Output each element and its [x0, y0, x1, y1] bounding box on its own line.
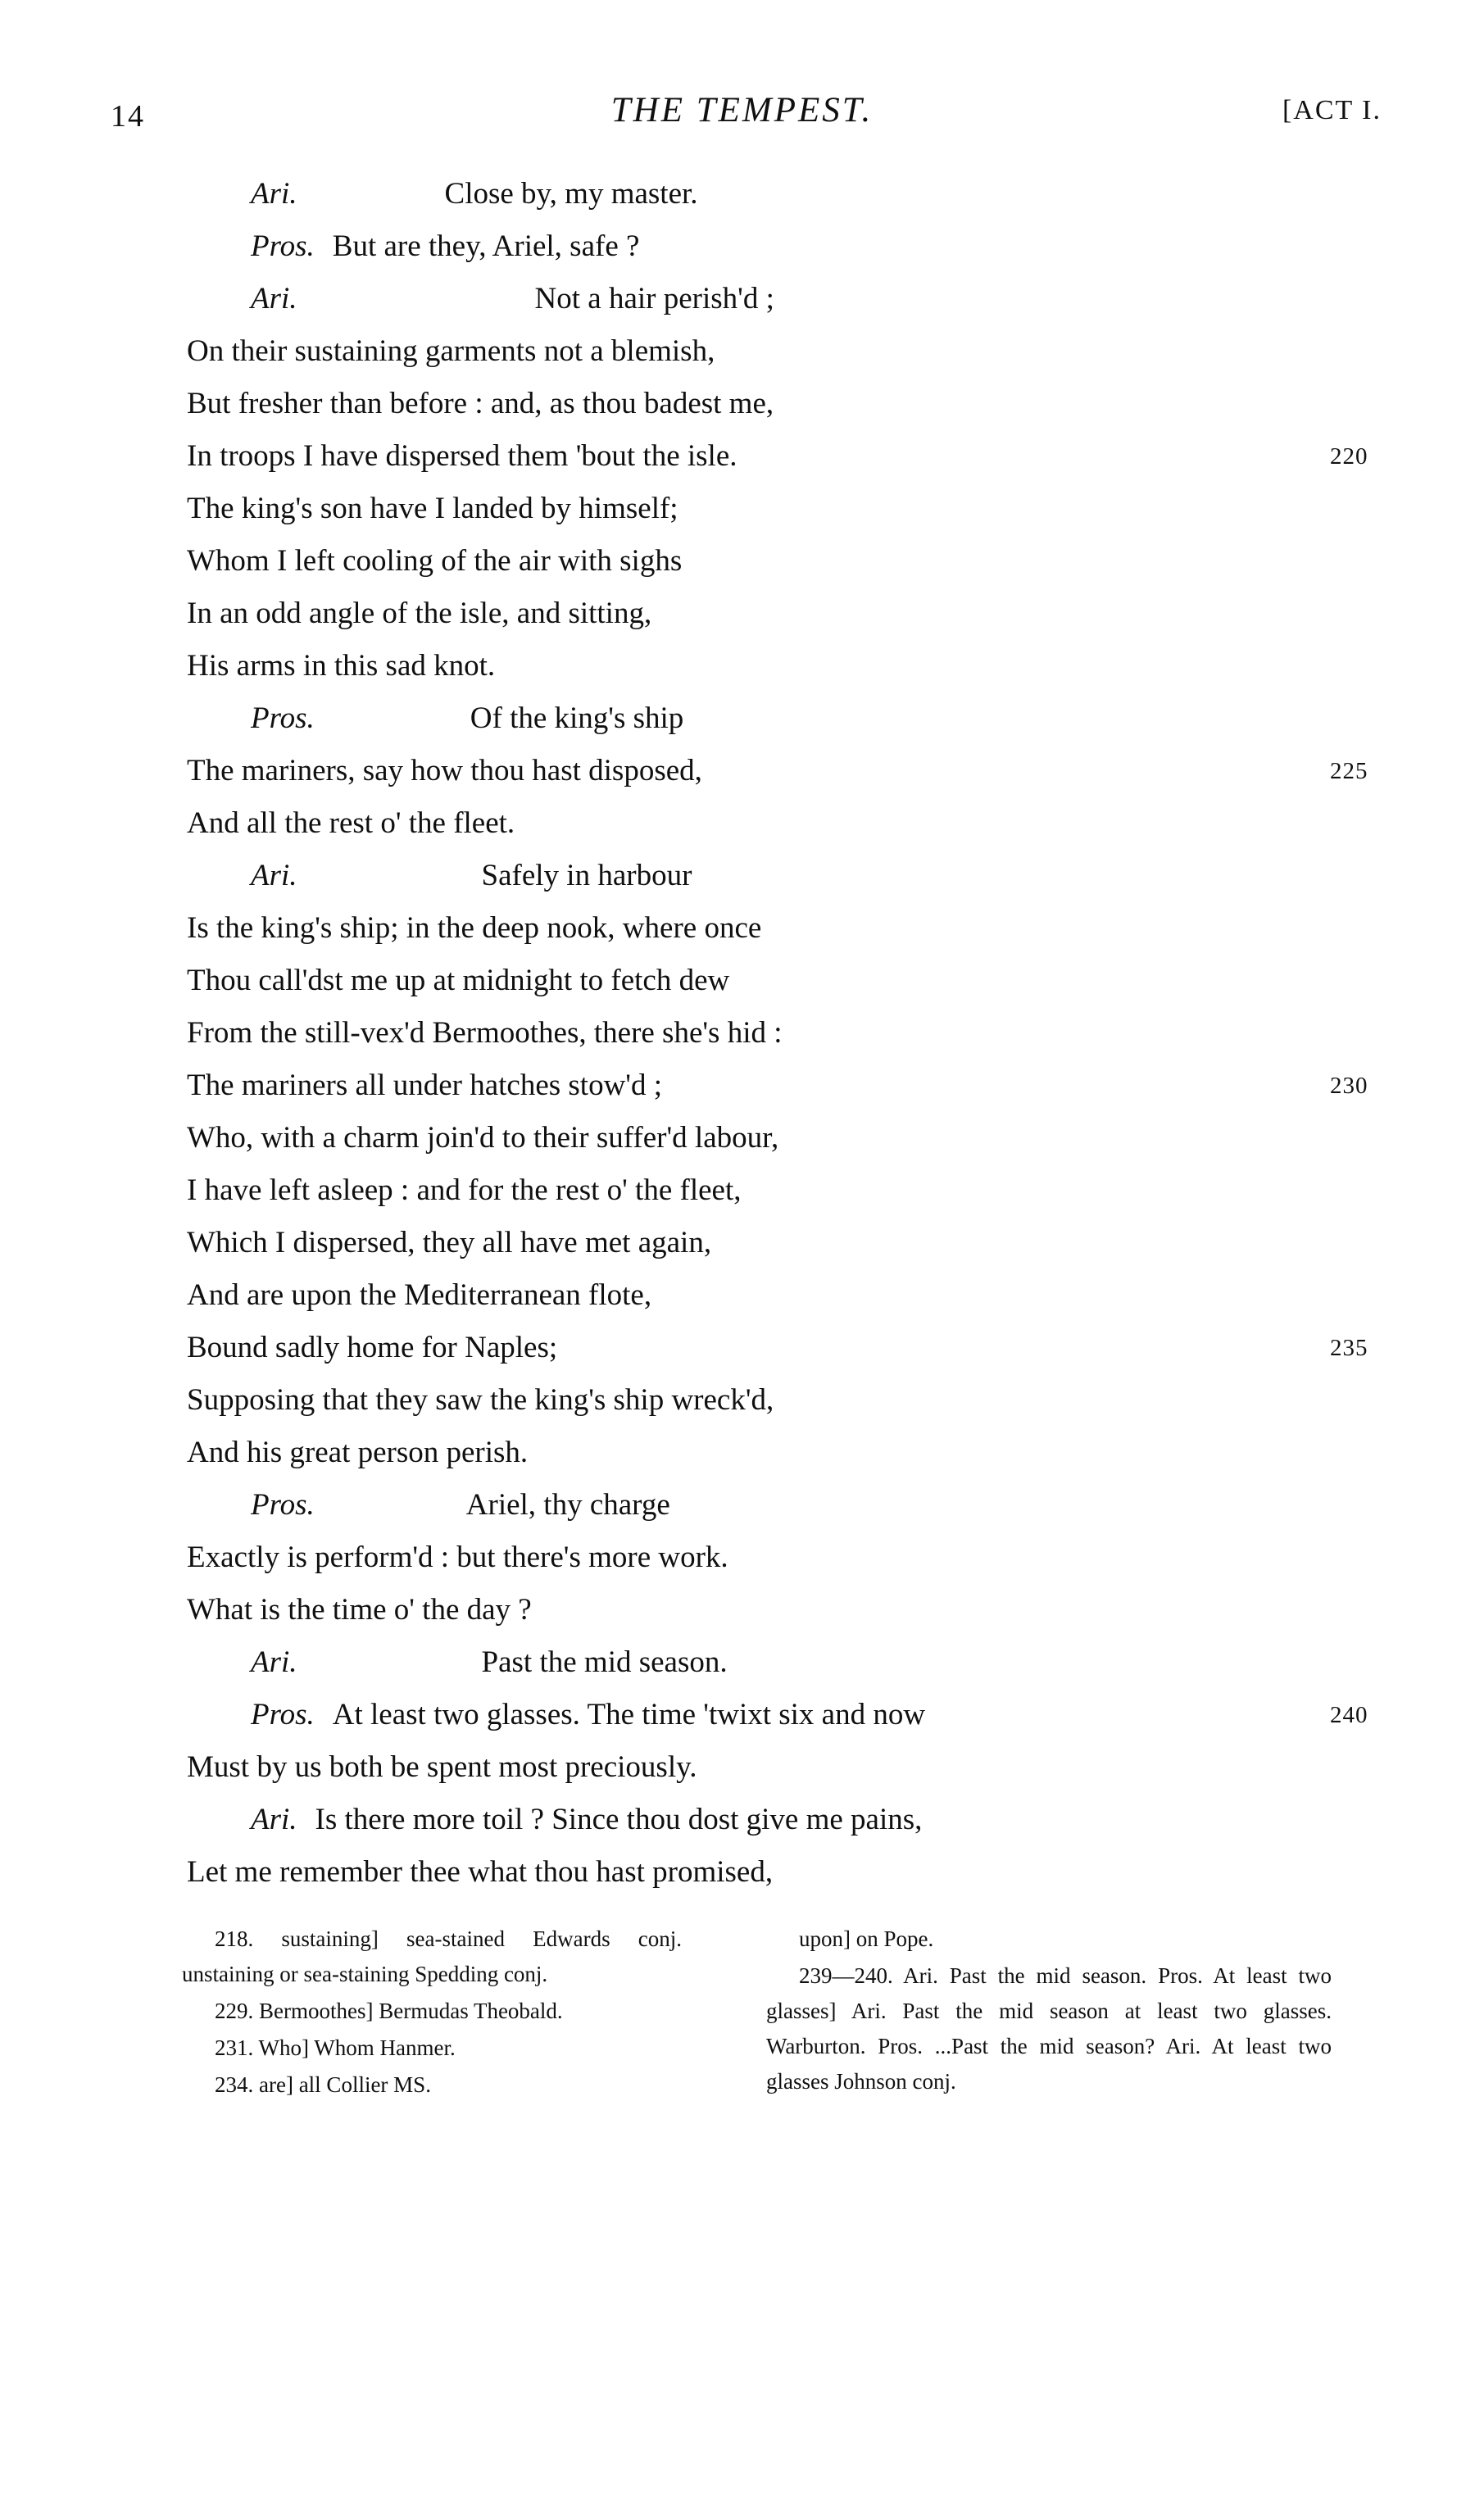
verse-line: [187, 1269, 1350, 1322]
line-number: 230: [1330, 1073, 1368, 1099]
textual-note: 239—240. Ari. Past the mid season. Pros. At least two glasses] Ari. Past the mid season at least two glasses. Warburton. Pros. ...Past the mid season? Ari. At least two glasses Johnson conj.: [766, 1963, 1332, 2094]
notes-column-right: [766, 1922, 1332, 2101]
verse-line-text: What is the time o' the day ?: [187, 1593, 532, 1627]
verse-line: [187, 692, 1350, 745]
speech-prefix: Ari.: [251, 859, 297, 892]
textual-note: 229. Bermoothes] Bermudas Theobald.: [215, 1999, 563, 2023]
speech-prefix: Ari.: [251, 282, 297, 315]
verse-line: [187, 535, 1350, 588]
verse-body: [187, 168, 1368, 1899]
verse-line: [187, 588, 1350, 640]
verse-line-text: Ariel, thy charge: [465, 1488, 670, 1522]
verse-line-text: His arms in this sad knot.: [187, 649, 496, 683]
speech-prefix: Pros.: [251, 229, 315, 263]
verse-line: [187, 850, 1350, 902]
verse-line: [187, 1794, 1350, 1846]
verse-line: [187, 902, 1350, 955]
verse-line: [187, 220, 1350, 273]
verse-line: [187, 1374, 1350, 1427]
verse-line-text: Of the king's ship: [470, 701, 684, 735]
verse-line: [187, 1689, 1368, 1741]
textual-note: 234. are] all Collier MS.: [215, 2072, 431, 2097]
verse-line: [187, 745, 1368, 797]
verse-line-text: The mariners, say how thou hast disposed,: [187, 754, 702, 787]
verse-line-text: In an odd angle of the isle, and sitting,: [187, 597, 652, 630]
verse-line: [187, 378, 1350, 430]
verse-line-text: Is the king's ship; in the deep nook, where once: [187, 911, 762, 945]
verse-line-text: The mariners all under hatches stow'd ;: [187, 1069, 662, 1102]
verse-line-text: Must by us both be spent most preciously.: [187, 1750, 697, 1784]
verse-line-text: And are upon the Mediterranean flote,: [187, 1278, 652, 1312]
verse-line: [187, 1322, 1368, 1374]
verse-line-text: And all the rest o' the fleet.: [187, 806, 515, 840]
speech-prefix: Ari.: [251, 1645, 297, 1679]
verse-line-text: Past the mid season.: [481, 1645, 728, 1679]
verse-line-text: But are they, Ariel, safe ?: [332, 229, 640, 263]
verse-line: [187, 1636, 1350, 1689]
verse-line: [187, 1479, 1350, 1532]
verse-line: [187, 1427, 1350, 1479]
textual-note: 231. Who] Whom Hanmer.: [215, 2035, 456, 2060]
line-number: 235: [1330, 1335, 1368, 1361]
verse-line: [187, 1112, 1350, 1164]
textual-note: 218. sustaining] sea-stained Edwards conj. unstaining or sea-staining Spedding conj.: [182, 1926, 682, 1986]
verse-line: [187, 325, 1350, 378]
speech-prefix: Ari.: [251, 1803, 297, 1836]
verse-line-text: But fresher than before : and, as thou badest me,: [187, 387, 774, 420]
verse-line-text: On their sustaining garments not a blemish,: [187, 334, 715, 368]
verse-line-text: Bound sadly home for Naples;: [187, 1331, 558, 1364]
act-marker: [ACT I.: [1282, 95, 1382, 125]
verse-line: [187, 797, 1350, 850]
speech-prefix: Ari.: [251, 177, 297, 211]
line-number: 225: [1330, 758, 1368, 784]
verse-line-text: I have left asleep : and for the rest o' the fleet,: [187, 1173, 742, 1207]
textual-note: upon] on Pope.: [799, 1926, 934, 1951]
verse-line-text: At least two glasses. The time 'twixt six and now: [332, 1698, 926, 1731]
verse-line: [187, 430, 1368, 483]
verse-line-text: Is there more toil ? Since thou dost give me pains,: [315, 1803, 923, 1836]
verse-line-text: Supposing that they saw the king's ship wreck'd,: [187, 1383, 774, 1417]
verse-line-text: Who, with a charm join'd to their suffer'd labour,: [187, 1121, 779, 1155]
verse-line-text: The king's son have I landed by himself;: [187, 492, 678, 525]
verse-line-text: Let me remember thee what thou hast promised,: [187, 1855, 774, 1889]
verse-line-text: Not a hair perish'd ;: [534, 282, 774, 315]
verse-line-text: And his great person perish.: [187, 1436, 529, 1469]
speech-prefix: Pros.: [251, 1488, 315, 1522]
line-number: 220: [1330, 443, 1368, 470]
verse-line-text: Whom I left cooling of the air with sighs: [187, 544, 683, 578]
verse-line-text: From the still-vex'd Bermoothes, there she's hid :: [187, 1016, 783, 1050]
verse-line-text: Close by, my master.: [444, 177, 698, 211]
verse-line-text: Exactly is perform'd : but there's more work.: [187, 1541, 728, 1574]
verse-line: [187, 1741, 1350, 1794]
verse-line-text: Thou call'dst me up at midnight to fetch dew: [187, 964, 730, 997]
verse-line: [187, 168, 1350, 220]
line-number: 240: [1330, 1702, 1368, 1728]
page-header: [0, 90, 1484, 139]
verse-line: [187, 1584, 1350, 1636]
verse-line: [187, 1846, 1350, 1899]
verse-line: [187, 1060, 1368, 1112]
page-number: 14: [111, 99, 145, 134]
verse-line: [187, 1532, 1350, 1584]
verse-line: [187, 1007, 1350, 1060]
verse-line: [187, 483, 1350, 535]
verse-line-text: Which I dispersed, they all have met again,: [187, 1226, 712, 1259]
verse-line: [187, 273, 1350, 325]
verse-line: [187, 640, 1350, 692]
verse-line-text: Safely in harbour: [481, 859, 692, 892]
speech-prefix: Pros.: [251, 1698, 315, 1731]
verse-line-text: In troops I have dispersed them 'bout the isle.: [187, 439, 737, 473]
running-title: THE TEMPEST.: [610, 91, 874, 129]
speech-prefix: Pros.: [251, 701, 315, 735]
verse-line: [187, 955, 1350, 1007]
verse-line: [187, 1164, 1350, 1217]
notes-column-left: [182, 1922, 682, 2104]
verse-line: [187, 1217, 1350, 1269]
